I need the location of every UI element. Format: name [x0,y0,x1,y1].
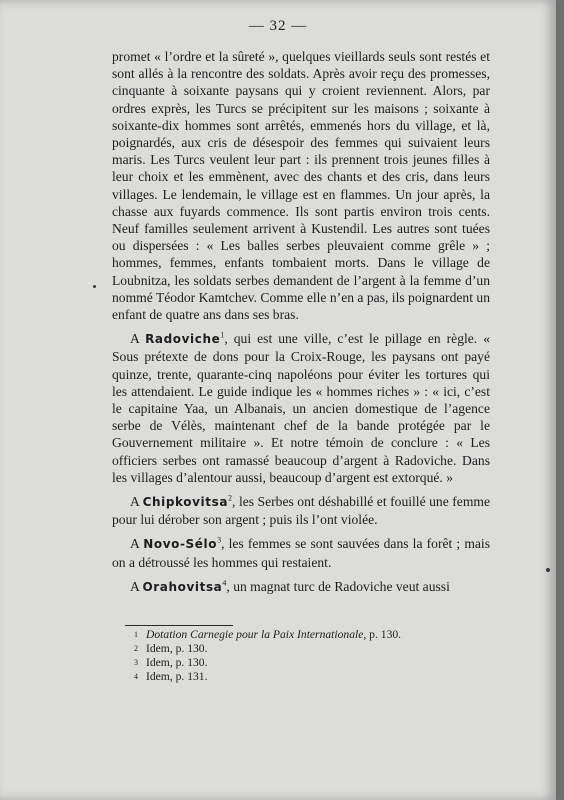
footnote-text: Idem, p. 131. [146,670,208,683]
body-text [112,48,490,596]
place-name-orahovitsa: Orahovitsa [142,579,223,594]
footnote-number: 3 [134,658,138,667]
footnote-divider [125,625,233,626]
footnote-text: , p. 130. [363,628,402,641]
footnote-4 [134,670,494,684]
paragraph-radoviche [112,330,490,486]
footnote-number: 4 [134,672,138,681]
footnotes [134,628,494,684]
footnote-ref-4: 4 [222,578,227,588]
footnote-ref-2: 2 [228,493,233,503]
paragraph-orahovitsa [112,578,490,596]
paragraph-lead: A [130,494,143,510]
footnote-ref-3: 3 [217,535,222,545]
footnote-text: Idem, p. 130. [146,642,208,655]
paragraph-novo-selo [112,535,490,570]
page-number: — 32 — [248,18,308,34]
paragraph-lead: A [130,331,146,347]
paragraph-body: , les femmes se sont sauvées dans la forêt ; mais on a détroussé les hommes qui restaient. [112,536,490,570]
footnote-ref-1: 1 [220,330,225,340]
paragraph-1: promet « l’ordre et la sûreté », quelques vieillards seuls sont restés et sont allés à la rencontre des soldats. Après avoir reçu des promesses, cinquante à soixante paysans qui y croient reviennent. Alors, par ordres exprès, les Turcs se précipitent sur les maisons ; soixante à soixante-dix hommes sont arrêtés, emmenés hors du village, et là, poignardés, aux cris de désespoir des femmes qui suivaient leurs maris. Les Turcs veulent leur part : ils prennent trois jeunes filles à leur choix et les emmènent, avec des chants et des cris, dans leurs villages. Le lendemain, le village est en flammes. Un jour après, la chasse aux fuyards commence. Ils sont partis environ trois cents. Neuf familles seulement arrivent à Kustendil. Les autres sont tuées ou dispersées : « Les balles serbes pleuvaient comme grêle » ; hommes, femmes, enfants tombaient morts. Dans le village de Loubnitza, les soldats serbes demandent de l’argent à la femme d’un nommé Téodor Kamtchev. Comme elle n’en a pas, ils poignardent un enfant de quatre ans dans ses bras. [112,49,490,323]
paragraph-body: , un magnat turc de Radoviche veut aussi [226,578,450,594]
paragraph-chipkovitsa [112,493,490,528]
footnote-3 [134,656,494,670]
footnote-2 [134,642,494,656]
footnote-text: Idem, p. 130. [146,656,208,669]
footnote-title: Dotation Carnegie pour la Paix Internationale [146,628,364,641]
paragraph-lead: A [130,578,143,594]
page-edge-shadow [556,0,564,800]
footnote-number: 1 [134,630,138,639]
paragraph-body: , qui est une ville, c’est le pillage en règle. « Sous prétexte de dons pour la Croix-Rouge, les paysans ont payé quinze, trente, quarante-cinq napoléons pour éviter les tortures qui les attendaient. Le guide indique les « hommes riches » : « ici, c’est le capitaine Yaa, un Albanais, un ancien domestique de l’agence serbe de Vélès, maintenant chef de la bande protégée par le Gouvernement militaire ». Et notre témoin de conclure : « Les officiers serbes ont ramassé beaucoup d’argent à Radoviche. Dans les villages d’alentour aussi, beaucoup d’argent est extorqué. » [112,331,490,485]
place-name-chipkovitsa: Chipkovitsa [142,495,229,510]
ink-speck [93,285,96,288]
ink-speck [546,568,550,572]
footnote-number: 2 [134,644,138,653]
paragraph-lead: A [130,536,144,552]
place-name-novo-selo: Novo-Sélo [143,537,218,552]
place-name-radoviche: Radoviche [145,332,221,347]
paragraph-body: , les Serbes ont déshabillé et fouillé une femme pour lui dérober son argent ; puis ils l’ont violée. [112,494,490,528]
footnote-1 [134,628,494,642]
